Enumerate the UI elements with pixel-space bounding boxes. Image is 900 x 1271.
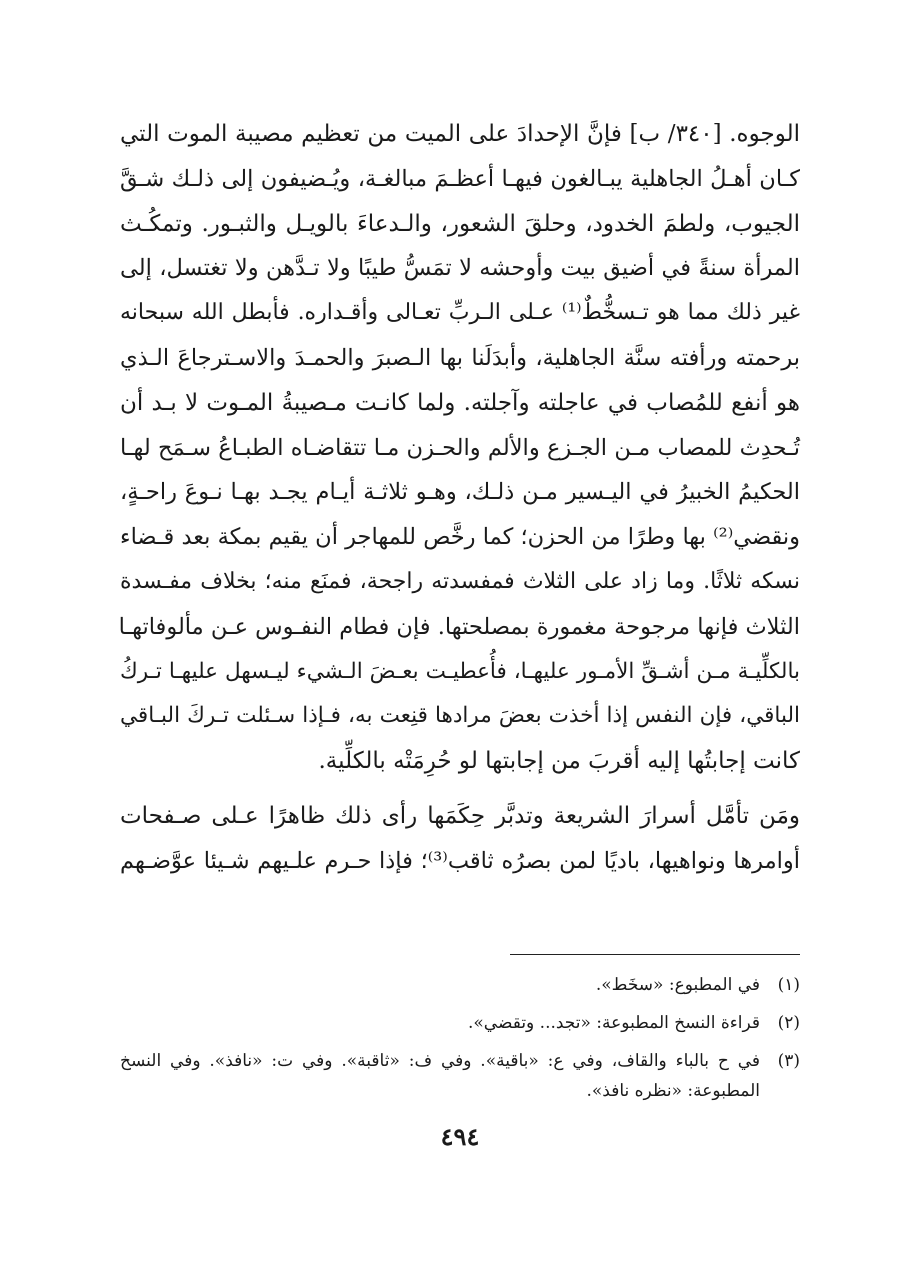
footnote-text (120, 970, 760, 1000)
footnote-1 (120, 970, 800, 1000)
body-text (120, 112, 800, 884)
footnote-3 (120, 1046, 800, 1106)
footnote-text (120, 1008, 760, 1038)
text-line: الجيوب، ولطمَ الخدود، وحلقَ الشعور، والـدعاءَ بالويـل والثبـور. وتمكُـث (120, 210, 800, 237)
footnote-separator (510, 954, 800, 955)
text-line: أوامرها ونواهيها، باديًا لمن بصرُه ثاقب⁽³⁾؛ فإذا حـرم علـيهم شـيئا عوَّضـهم (120, 847, 800, 874)
page (118, 112, 800, 1151)
paragraph-gap (120, 784, 800, 794)
text-line: كـان أهـلُ الجاهلية يبـالغون فيهـا أعظـمَ مبالغـة، ويُـضيفون إلى ذلـك شـقَّ (120, 165, 800, 192)
footnote-2 (120, 1008, 800, 1038)
text-line: الحكيمُ الخبيرُ في اليـسير مـن ذلـك، وهـو ثلاثـة أيـام يجـد بهـا نـوعَ راحـةٍ، (120, 479, 800, 506)
footnotes (120, 970, 800, 1114)
text-line: ومَن تأمَّل أسرارَ الشريعة وتدبَّر حِكَمَها رأى ذلك ظاهرًا عـلى صـفحات (120, 802, 800, 829)
paragraph-1 (120, 112, 800, 784)
footnote-number: (٢) (777, 1013, 800, 1033)
text-line: هو أنفع للمُصاب في عاجلته وآجلته. ولما كانـت مـصيبةُ المـوت لا بـد أن (120, 389, 800, 416)
text-line: ونقضي⁽²⁾ بها وطرًا من الحزن؛ كما رخَّص للمهاجر أن يقيم بمكة بعد قـضاء (120, 524, 800, 551)
text-line: برحمته ورأفته سنَّة الجاهلية، وأبدَلَنا بها الـصبرَ والحمـدَ والاسـترجاعَ الـذي (120, 344, 800, 371)
text-line: الثلاث فإنها مرجوحة مغمورة بمصلحتها. فإن فطام النفـوس عـن مألوفاتهـا (118, 613, 800, 640)
page-number: ٤٩٤ (440, 1122, 480, 1151)
footnote-line: في ح بالباء والقاف، وفي ع: «باقية». وفي ف: «ثاقبة». وفي ت: «نافذ». وفي النسخ (120, 1051, 760, 1071)
footnote-line: قراءة النسخ المطبوعة: «تجد... وتقضي». (468, 1013, 760, 1033)
text-line: الوجوه. [٣٤٠/ ب] فإنَّ الإحدادَ على الميت من تعظيم مصيبة الموت التي (120, 121, 800, 147)
text-line: كانت إجابتُها إليه أقربَ من إجابتها لو حُرِمَتْه بالكلِّية. (318, 748, 800, 775)
paragraph-2 (120, 794, 800, 884)
footnote-number: (٣) (777, 1051, 800, 1071)
footnote-text (120, 1046, 760, 1106)
footnote-line: في المطبوع: «سخَط». (595, 975, 760, 995)
text-line: تُـحدِث للمصاب مـن الجـزع والألم والحـزن مـا تتقاضـاه الطبـاعُ سـمَح لهـا (120, 434, 800, 461)
footnote-line: المطبوعة: «نظره نافذ». (586, 1081, 760, 1101)
text-line: بالكلِّيـة مـن أشـقِّ الأمـور عليهـا، فأُعطيـت بعـضَ الـشيء ليـسهل عليهـا تـركُ (120, 658, 800, 684)
text-line: نسكه ثلاثًا. وما زاد على الثلاث فمفسدته راجحة، فمنَع منه؛ بخلاف مفـسدة (120, 568, 800, 594)
footnote-number: (١) (777, 975, 800, 995)
text-line: الباقي، فإن النفس إذا أخذت بعضَ مرادها قنِعت به، فـإذا سـئلت تـركَ البـاقي (120, 703, 800, 729)
text-line: غير ذلك مما هو تـسخُّطٌ⁽¹⁾ عـلى الـربِّ تعـالى وأقـداره. فأبطل الله سبحانه (120, 300, 800, 326)
text-line: المرأة سنةً في أضيق بيت وأوحشه لا تمَسُّ طيبًا ولا تـدَّهن ولا تغتسل، إلى (120, 255, 800, 282)
